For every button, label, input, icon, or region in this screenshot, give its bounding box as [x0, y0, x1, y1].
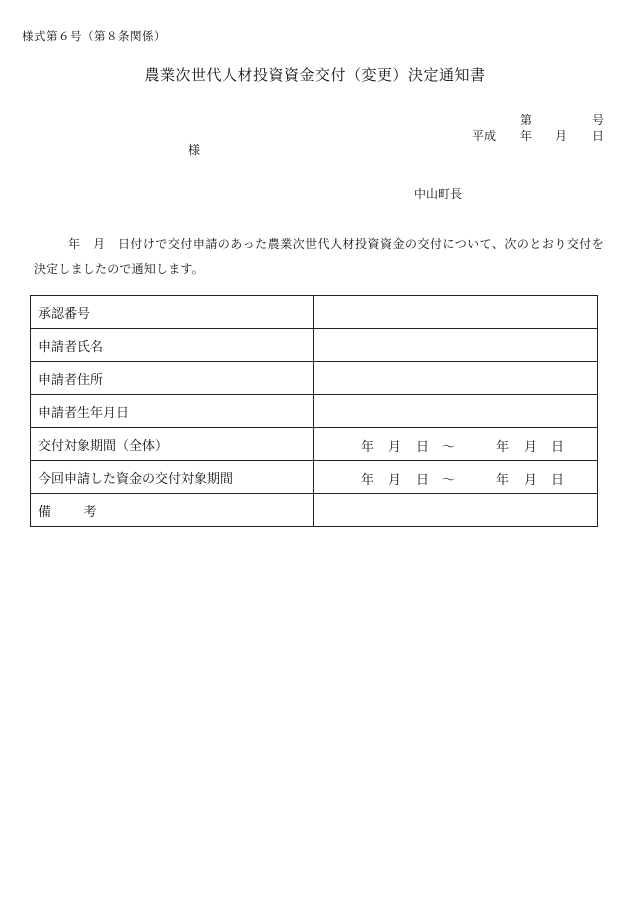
- value-remarks: [314, 494, 598, 527]
- label-applicant-address: 申請者住所: [31, 362, 314, 395]
- decision-details-table: [30, 295, 598, 527]
- table-row: [31, 329, 598, 362]
- date-range: [321, 428, 590, 460]
- issuer-name: 中山町長: [414, 187, 463, 201]
- end-month-label: 月: [524, 440, 538, 455]
- label-applicant-birthdate: 申請者生年月日: [31, 395, 314, 428]
- table-row: [31, 461, 598, 494]
- addressee-suffix: 様: [188, 143, 201, 157]
- value-total-period: [314, 428, 598, 461]
- table-row: [31, 296, 598, 329]
- number-prefix: 第: [520, 113, 533, 127]
- label-remarks: 備考: [31, 494, 314, 527]
- start-month-label: 月: [388, 473, 402, 488]
- date-era: 平成: [472, 129, 497, 143]
- range-tilde: 〜: [442, 440, 456, 455]
- label-applicant-name: 申請者氏名: [31, 329, 314, 362]
- end-year-label: 年: [496, 440, 510, 455]
- table-row: [31, 428, 598, 461]
- start-year-label: 年: [361, 473, 375, 488]
- value-applicant-address: [314, 362, 598, 395]
- start-year-label: 年: [361, 440, 375, 455]
- table-row: [31, 362, 598, 395]
- document-title: 農業次世代人材投資資金交付（変更）決定通知書: [144, 66, 486, 84]
- value-applicant-birthdate: [314, 395, 598, 428]
- start-day-label: 日: [416, 473, 430, 488]
- label-total-period: 交付対象期間（全体）: [31, 428, 314, 461]
- table-row: [31, 494, 598, 527]
- date-year-label: 年: [520, 129, 533, 143]
- range-tilde: 〜: [442, 473, 456, 488]
- label-approval-number: 承認番号: [31, 296, 314, 329]
- date-range: [321, 461, 590, 493]
- date-month-label: 月: [555, 129, 568, 143]
- value-applicant-name: [314, 329, 598, 362]
- start-day-label: 日: [416, 440, 430, 455]
- end-year-label: 年: [496, 473, 510, 488]
- date-day-label: 日: [592, 129, 605, 143]
- number-suffix: 号: [592, 113, 605, 127]
- label-current-period: 今回申請した資金の交付対象期間: [31, 461, 314, 494]
- start-month-label: 月: [388, 440, 402, 455]
- end-month-label: 月: [524, 473, 538, 488]
- end-day-label: 日: [551, 473, 565, 488]
- end-day-label: 日: [551, 440, 565, 455]
- table-row: [31, 395, 598, 428]
- form-number: 様式第６号（第８条関係）: [22, 29, 166, 43]
- notice-body-text: 年 月 日付けで交付申請のあった農業次世代人材投資資金の交付について、次のとおり交付を決定しましたので通知します。: [34, 237, 604, 276]
- value-current-period: [314, 461, 598, 494]
- value-approval-number: [314, 296, 598, 329]
